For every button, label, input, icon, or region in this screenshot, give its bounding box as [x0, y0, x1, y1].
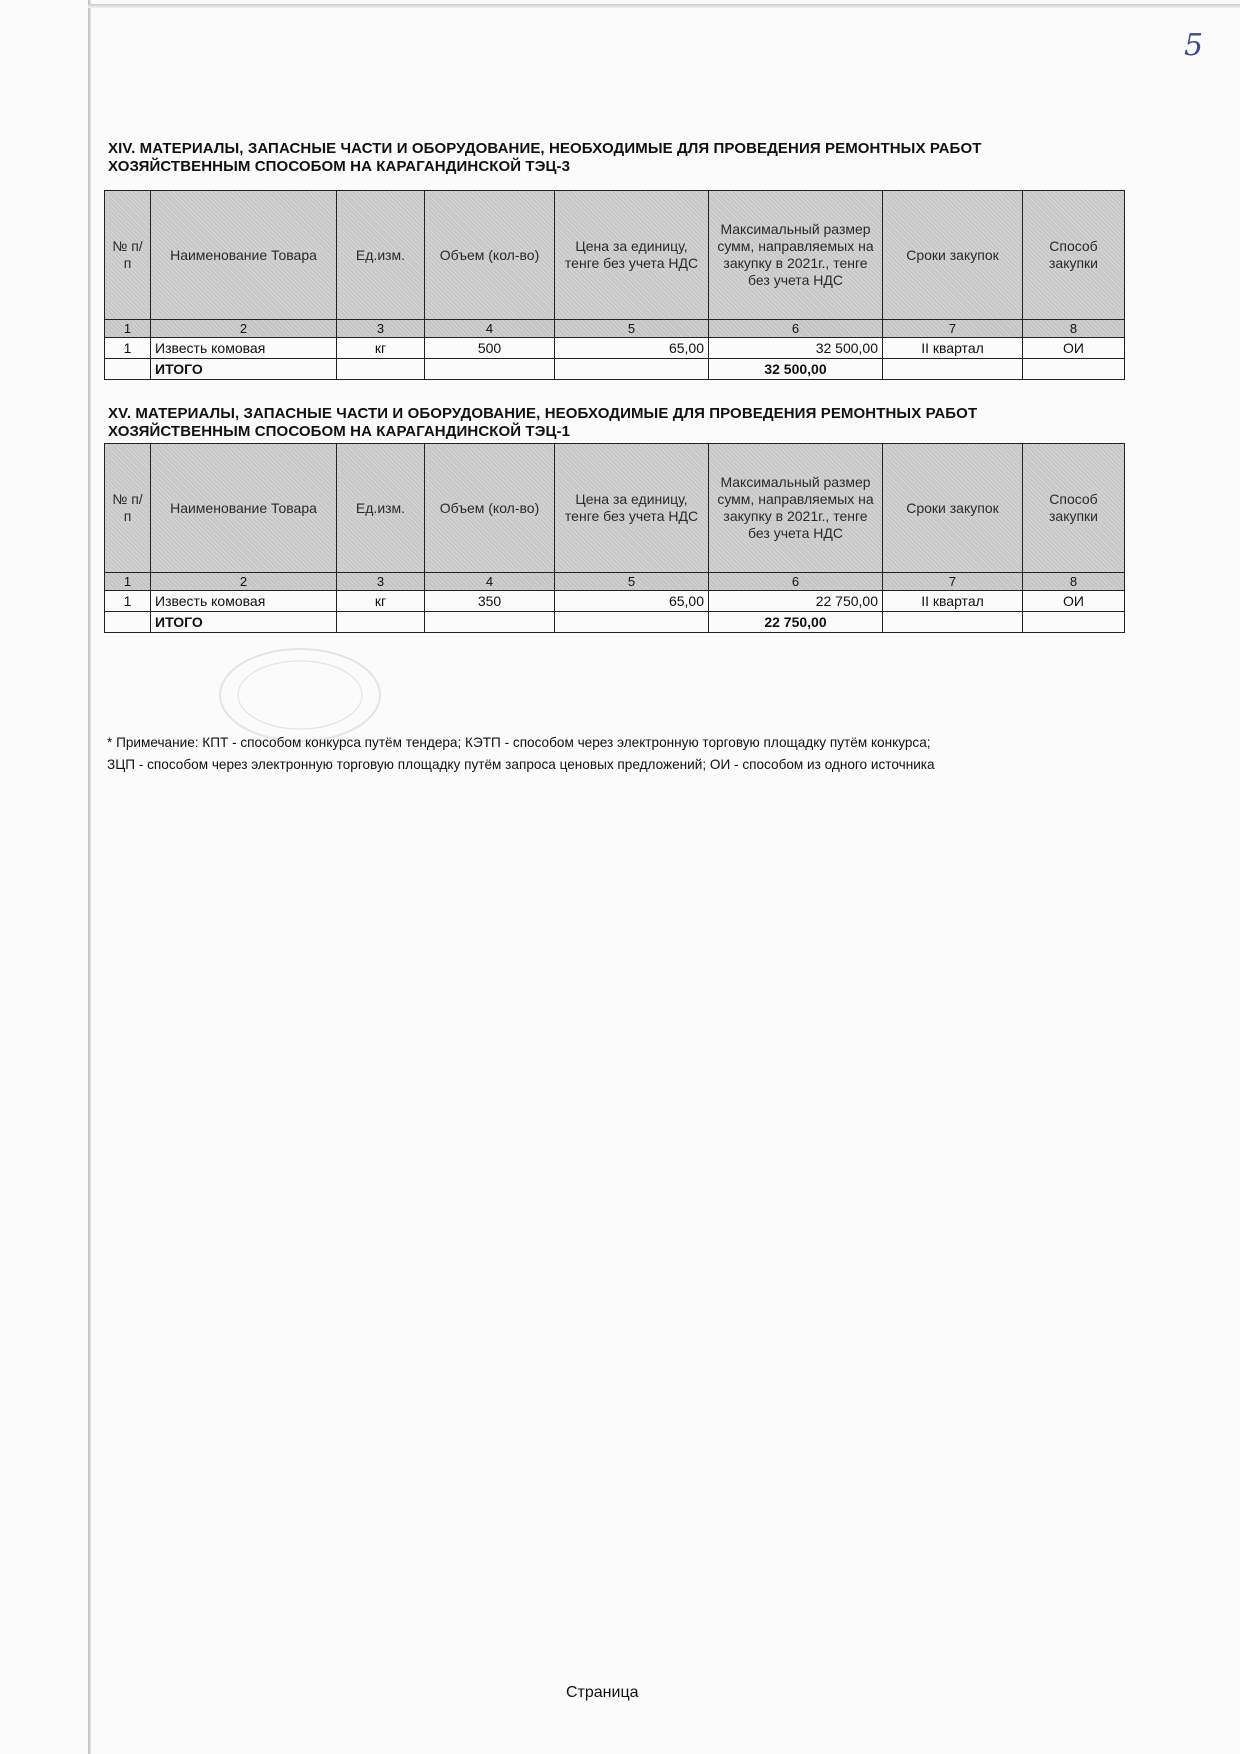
column-number: 2 [151, 573, 337, 591]
column-number: 1 [105, 573, 151, 591]
cell-sum: 32 500,00 [709, 338, 883, 359]
cell-price: 65,00 [555, 591, 709, 612]
section-title-xv: XV. МАТЕРИАЛЫ, ЗАПАСНЫЕ ЧАСТИ И ОБОРУДОВАНИЕ, НЕОБХОДИМЫЕ ДЛЯ ПРОВЕДЕНИЯ РЕМОНТНЫХ РАБОТ ХОЗЯЙСТВЕННЫМ СПОСОБОМ НА КАРАГАНДИНСКОЙ ТЭЦ-1 [108, 405, 978, 440]
header-price: Цена за единицу, тенге без учета НДС [555, 191, 709, 320]
footnote-line-1: * Примечание: КПТ - способом конкурса путём тендера; КЭТП - способом через электронную торговую площадку путём конкурса; [107, 735, 931, 750]
cell-num: 1 [105, 338, 151, 359]
cell-empty [1023, 612, 1125, 633]
cell-price: 65,00 [555, 338, 709, 359]
cell-empty [337, 612, 425, 633]
total-label: ИТОГО [151, 612, 337, 633]
header-term: Сроки закупок [883, 191, 1023, 320]
procurement-table-tec1 [104, 443, 1125, 633]
header-qty: Объем (кол-во) [425, 444, 555, 573]
scan-edge-left [88, 0, 91, 1754]
header-sum: Максимальный размер сумм, направляемых на закупку в 2021г., тенге без учета НДС [709, 191, 883, 320]
column-number: 8 [1023, 573, 1125, 591]
cell-unit: кг [337, 591, 425, 612]
header-method: Способ закупки [1023, 191, 1125, 320]
header-qty: Объем (кол-во) [425, 191, 555, 320]
column-number: 4 [425, 573, 555, 591]
cell-unit: кг [337, 338, 425, 359]
total-row [105, 359, 1125, 380]
table-row [105, 591, 1125, 612]
cell-num: 1 [105, 591, 151, 612]
column-number: 5 [555, 320, 709, 338]
cell-name: Известь комовая [151, 338, 337, 359]
footnote-line-2: ЗЦП - способом через электронную торговую площадку путём запроса ценовых предложений; ОИ - способом из одного источника [107, 757, 935, 772]
total-row [105, 612, 1125, 633]
cell-empty [883, 612, 1023, 633]
footnote [107, 732, 1127, 776]
column-number: 3 [337, 320, 425, 338]
header-name: Наименование Товара [151, 191, 337, 320]
cell-method: ОИ [1023, 338, 1125, 359]
column-number: 1 [105, 320, 151, 338]
cell-empty [1023, 359, 1125, 380]
column-number: 6 [709, 320, 883, 338]
page-footer: Страница [566, 1684, 639, 1701]
cell-term: II квартал [883, 338, 1023, 359]
header-name: Наименование Товара [151, 444, 337, 573]
cell-sum: 22 750,00 [709, 591, 883, 612]
total-sum: 32 500,00 [709, 359, 883, 380]
header-unit: Ед.изм. [337, 444, 425, 573]
header-method: Способ закупки [1023, 444, 1125, 573]
cell-name: Известь комовая [151, 591, 337, 612]
header-num: № п/п [105, 191, 151, 320]
cell-term: II квартал [883, 591, 1023, 612]
column-number-row [105, 573, 1125, 591]
total-sum: 22 750,00 [709, 612, 883, 633]
table-row [105, 338, 1125, 359]
cell-empty [105, 359, 151, 380]
column-number-row [105, 320, 1125, 338]
header-num: № п/п [105, 444, 151, 573]
header-sum: Максимальный размер сумм, направляемых на закупку в 2021г., тенге без учета НДС [709, 444, 883, 573]
cell-empty [105, 612, 151, 633]
handwritten-page-number: 5 [1184, 28, 1204, 63]
cell-empty [425, 359, 555, 380]
cell-empty [555, 359, 709, 380]
header-unit: Ед.изм. [337, 191, 425, 320]
header-term: Сроки закупок [883, 444, 1023, 573]
cell-qty: 350 [425, 591, 555, 612]
cell-empty [555, 612, 709, 633]
section-title-xiv: XIV. МАТЕРИАЛЫ, ЗАПАСНЫЕ ЧАСТИ И ОБОРУДОВАНИЕ, НЕОБХОДИМЫЕ ДЛЯ ПРОВЕДЕНИЯ РЕМОНТНЫХ РАБОТ ХОЗЯЙСТВЕННЫМ СПОСОБОМ НА КАРАГАНДИНСКОЙ ТЭЦ-3 [108, 140, 982, 175]
column-number: 7 [883, 573, 1023, 591]
column-number: 2 [151, 320, 337, 338]
total-label: ИТОГО [151, 359, 337, 380]
scan-edge-top [88, 4, 1240, 8]
column-number: 7 [883, 320, 1023, 338]
column-number: 4 [425, 320, 555, 338]
header-price: Цена за единицу, тенге без учета НДС [555, 444, 709, 573]
faded-stamp [215, 645, 385, 745]
column-number: 3 [337, 573, 425, 591]
cell-qty: 500 [425, 338, 555, 359]
cell-empty [883, 359, 1023, 380]
table-header-row [105, 191, 1125, 320]
column-number: 8 [1023, 320, 1125, 338]
table-header-row [105, 444, 1125, 573]
column-number: 5 [555, 573, 709, 591]
cell-empty [425, 612, 555, 633]
cell-empty [337, 359, 425, 380]
procurement-table-tec3 [104, 190, 1125, 380]
column-number: 6 [709, 573, 883, 591]
cell-method: ОИ [1023, 591, 1125, 612]
